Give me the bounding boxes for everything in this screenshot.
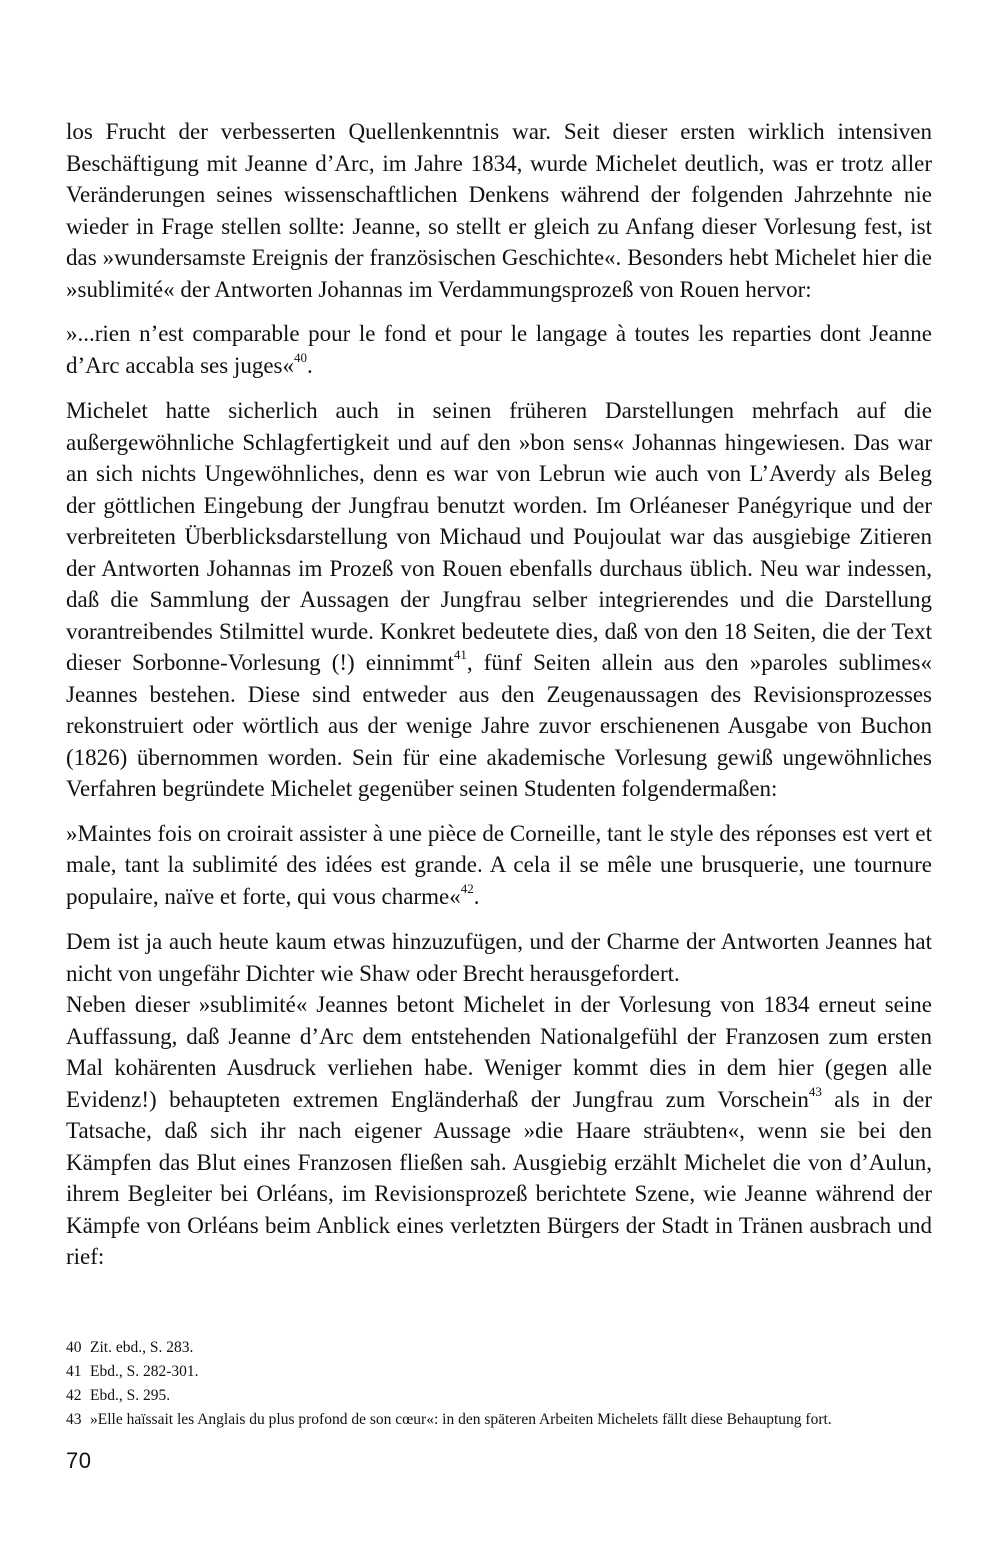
footnote-42 bbox=[66, 1384, 932, 1408]
text-run: . bbox=[306, 352, 313, 378]
text-run: als in der Tatsache, daß sich ihr nach eigener Aussage »die Haare sträubten«, wenn sie bei den Kämpfen das Blut eines Franzosen fließen sah. Ausgiebig erzählt Michelet die von d’Aulun, ihrem Begleiter bei Orléans, im Revisionsprozeß berichtete Szene, wie Jeanne während der Kämpfe von Orléans beim Anblick eines verletzten Bürgers der Stadt in Tränen ausbrach und rief: bbox=[66, 1086, 933, 1269]
footnote-number: 43 bbox=[66, 1411, 82, 1428]
block-quote bbox=[66, 318, 932, 381]
footnote-40 bbox=[66, 1336, 932, 1360]
text-run: »Maintes fois on croirait assister à une pièce de Corneille, tant le style des réponses est vert et male, tant la sublimité des idées est grande. A cela il se mêle une brusquerie, une tournure populaire, naïve et forte, qui vous charme« bbox=[66, 820, 932, 909]
text-run: . bbox=[473, 883, 480, 909]
paragraph bbox=[66, 395, 932, 805]
paragraph bbox=[66, 116, 932, 305]
footnote-text: »Elle haïssait les Anglais du plus profond de son cœur«: in den späteren Arbeiten Michelets fällt diese Behauptung fort. bbox=[90, 1411, 832, 1428]
text-run: , fünf Seiten allein aus den »paroles sublimes« Jeannes bestehen. Diese sind entweder aus den Zeugenaussagen des Revisionsprozesses rekonstruiert oder wörtlich aus der wenige Jahre zuvor erschienenen Ausgabe von Buchon (1826) übernommen worden. Sein für eine akademische Vorlesung gewiß ungewöhnliches Verfahren begründete Michelet gegenüber seinen Studenten folgendermaßen: bbox=[66, 650, 932, 801]
text-run: »...rien n’est comparable pour le fond et pour le langage à toutes les reparties dont Jeanne d’Arc accabla ses juges« bbox=[66, 321, 932, 378]
footnote-reference: 41 bbox=[453, 647, 467, 663]
footnote-number: 40 bbox=[66, 1339, 82, 1356]
footnote-text: Zit. ebd., S. 283. bbox=[90, 1339, 194, 1356]
body-text bbox=[66, 116, 932, 1273]
footnote-reference: 42 bbox=[460, 880, 474, 896]
book-page bbox=[66, 116, 932, 1516]
page-number: 70 bbox=[66, 1448, 92, 1473]
footnote-43 bbox=[66, 1408, 932, 1432]
paragraph bbox=[66, 989, 932, 1273]
footnote-41 bbox=[66, 1360, 932, 1384]
footnote-text: Ebd., S. 282-301. bbox=[90, 1363, 199, 1380]
text-run: Dem ist ja auch heute kaum etwas hinzuzufügen, und der Charme der Antworten Jeannes hat nicht von ungefähr Dichter wie Shaw oder Brecht herausgefordert. bbox=[66, 929, 932, 986]
text-run: los Frucht der verbesserten Quellenkenntnis war. Seit dieser ersten wirklich intensiven Beschäftigung mit Jeanne d’Arc, im Jahre 1834, wurde Michelet deutlich, was er trotz aller Veränderungen seines wissenschaftlichen Denkens während der folgenden Jahrzehnte nie wieder in Frage stellen sollte: Jeanne, so stellt er gleich zu Anfang dieser Vorlesung fest, ist das »wundersamste Ereignis der französischen Geschichte«. Besonders hebt Michelet hier die »sublimité« der Antworten Johannas im Verdammungsprozeß von Rouen hervor: bbox=[66, 119, 932, 302]
text-run: Michelet hatte sicherlich auch in seinen früheren Darstellungen mehrfach auf die außergewöhnliche Schlagfertigkeit und auf den »bon sens« Johannas hingewiesen. Das war an sich nichts Ungewöhnliches, denn es war von Lebrun wie auch von L’Averdy als Beleg der göttlichen Eingebung der Jungfrau benutzt worden. Im Orléaneser Panégyrique und der verbreiteten Überblicksdarstellung von Michaud und Poujoulat war das ausgiebige Zitieren der Antworten Johannas im Prozeß von Rouen ebenfalls durchaus üblich. Neu war indessen, daß die Sammlung der Aussagen der Jungfrau selber integrierendes und die Darstellung vorantreibendes Stilmittel wurde. Konkret bedeutete dies, daß von den 18 Seiten, die der Text dieser Sorbonne-Vorlesung (!) einnimmt bbox=[66, 398, 932, 675]
footnotes bbox=[66, 1336, 932, 1432]
footnote-number: 41 bbox=[66, 1363, 82, 1380]
footnote-number: 42 bbox=[66, 1387, 82, 1404]
block-quote bbox=[66, 818, 932, 913]
paragraph bbox=[66, 926, 932, 989]
footnote-text: Ebd., S. 295. bbox=[90, 1387, 171, 1404]
footnote-reference: 40 bbox=[293, 349, 307, 365]
text-run: Neben dieser »sublimité« Jeannes betont Michelet in der Vorlesung von 1834 erneut seine Auffassung, daß Jeanne d’Arc dem entstehenden Nationalgefühl der Franzosen zum ersten Mal kohärenten Ausdruck verliehen habe. Weniger kommt dies in dem hier (gegen alle Evidenz!) behaupteten extremen Engländerhaß der Jungfrau zum Vorschein bbox=[66, 992, 932, 1112]
footnote-reference: 43 bbox=[808, 1083, 822, 1099]
